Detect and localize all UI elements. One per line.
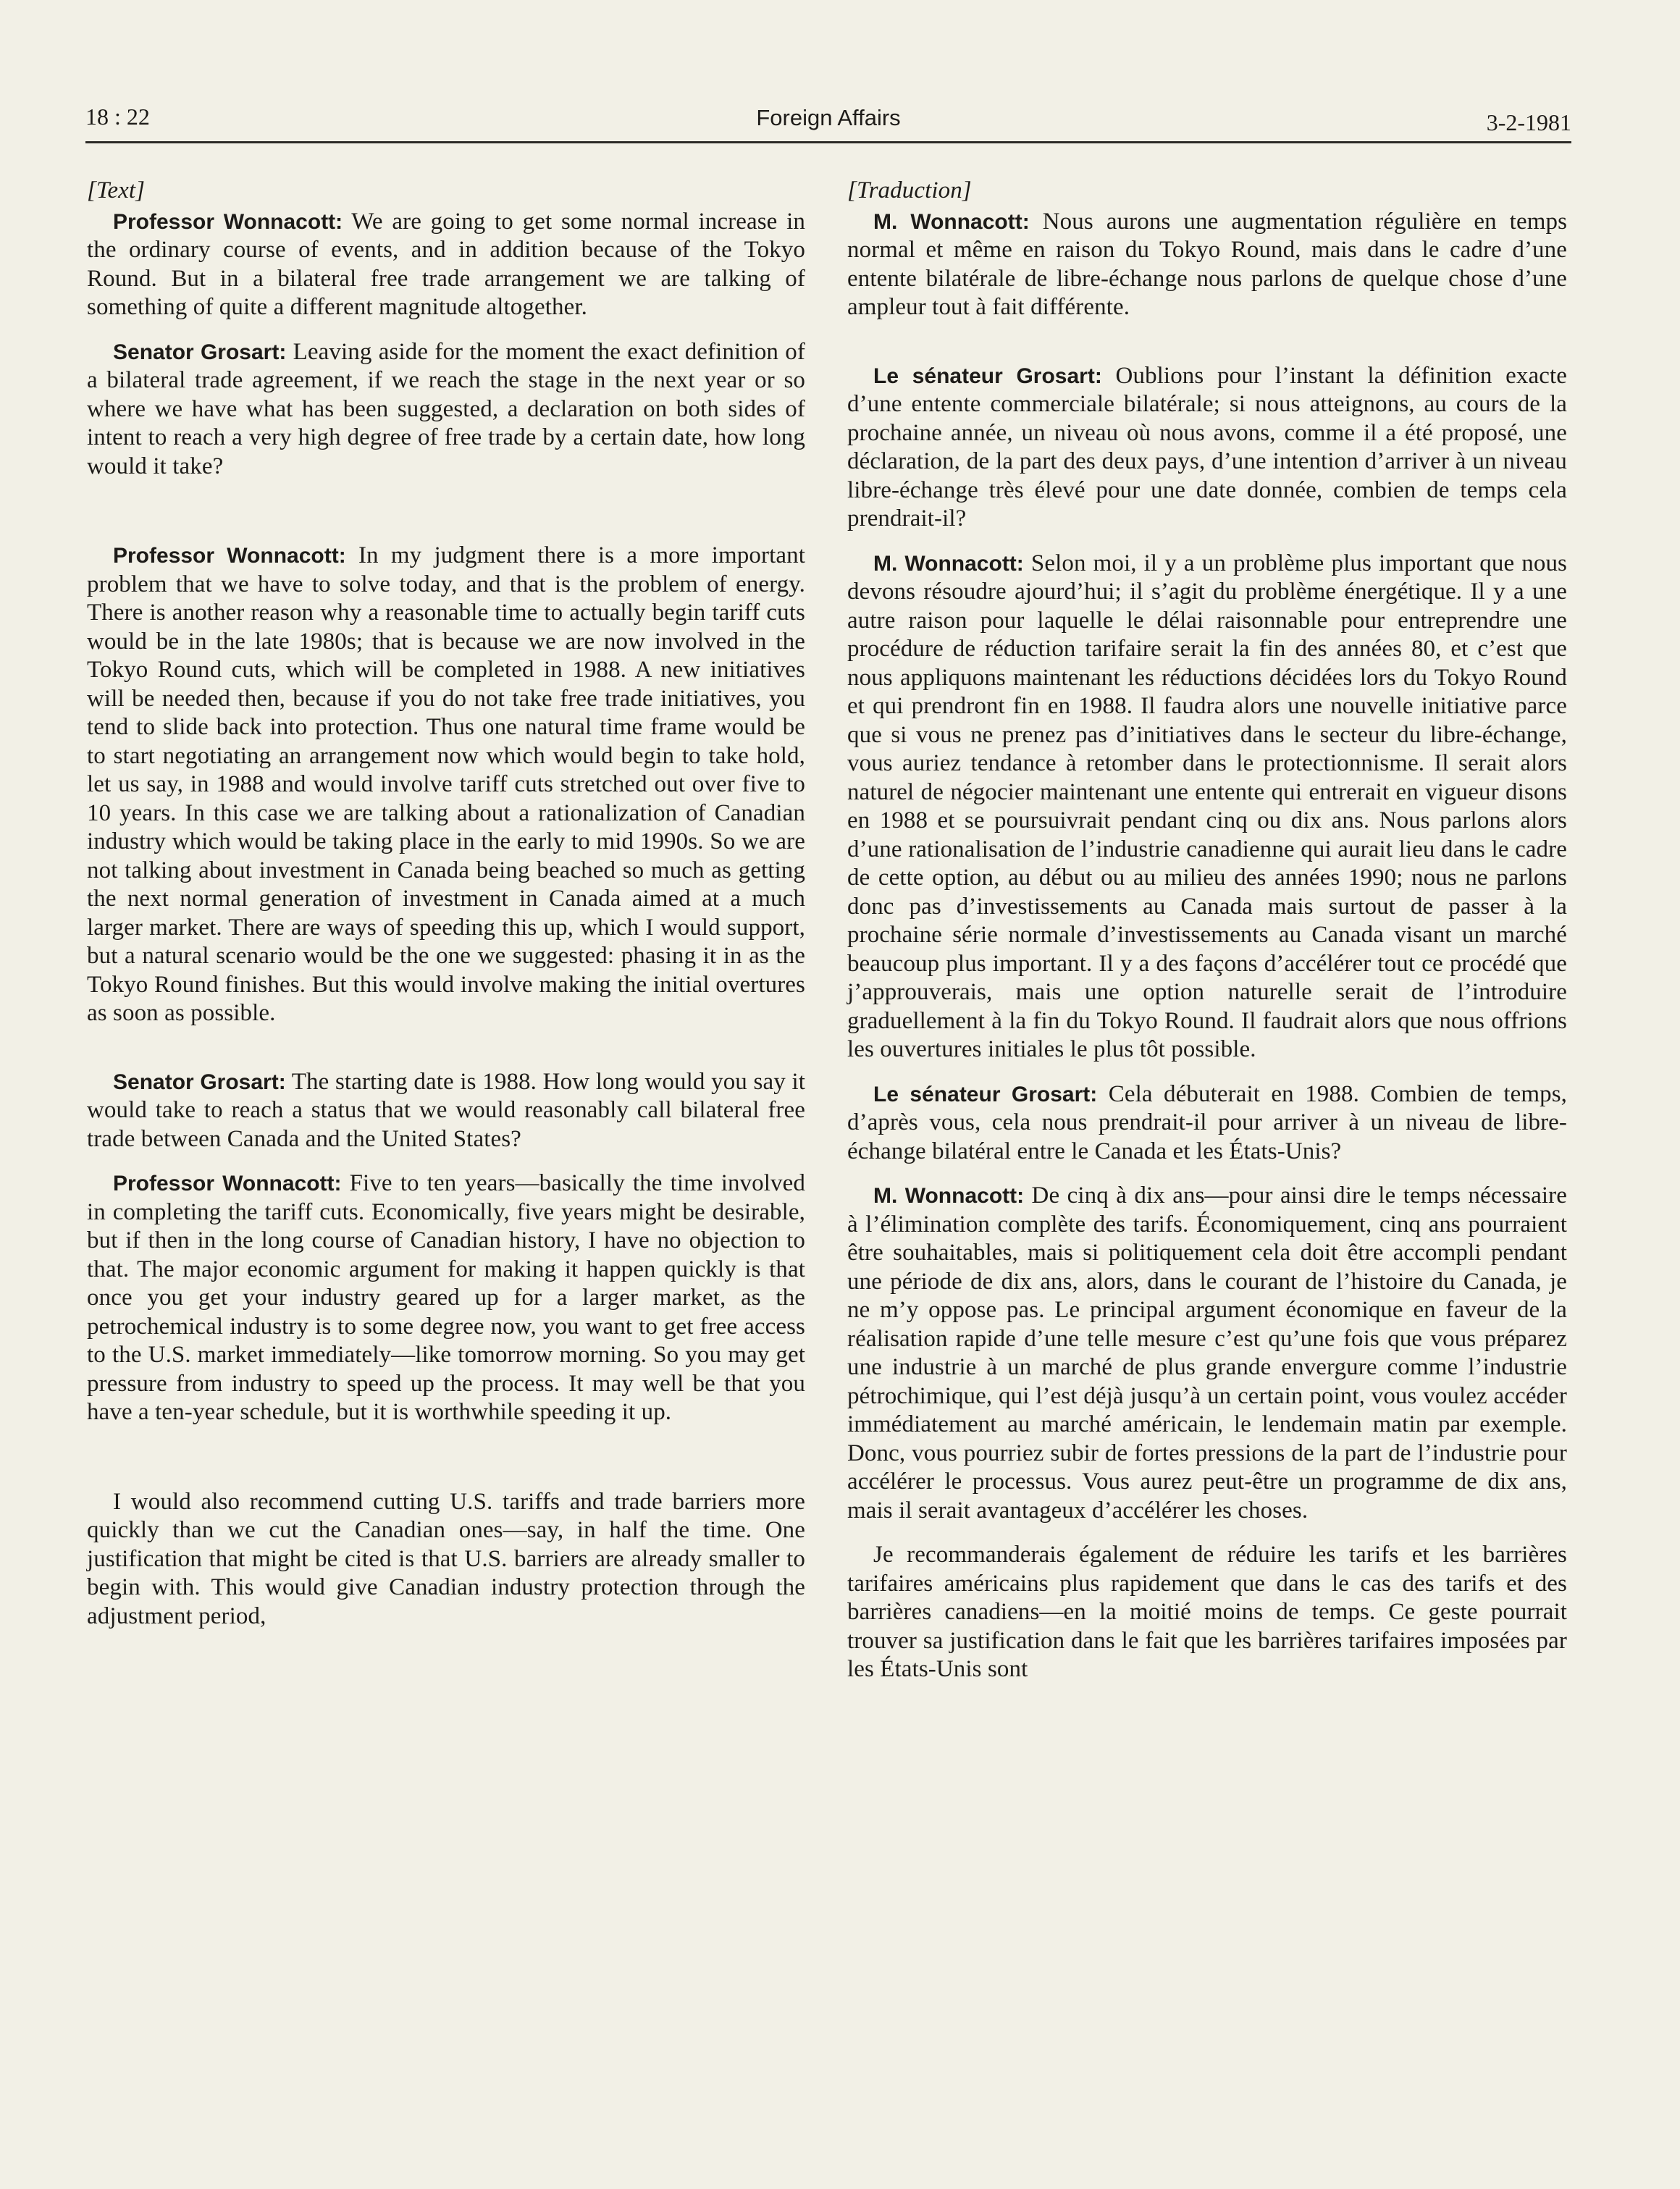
speaker-name: M. Wonnacott: bbox=[873, 551, 1024, 576]
speech-text: Five to ten years—basically the time involved in completing the tariff cuts. Economically, five years might be desirable, but if then in the long course of Canadian history, I have no objection to that. The major economic argument for making it happen quickly is that once you get your industry geared up for a larger market, as the petrochemical industry is to some degree now, you want to get free access to the U.S. market immediately—like tomorrow morning. So you may get pressure from industry to speed up the process. It may well be that you have a ten-year schedule, but it is worthwhile speeding it up. bbox=[87, 1170, 805, 1425]
english-speech-4 bbox=[87, 1068, 805, 1154]
speaker-name: Senator Grosart: bbox=[113, 1070, 286, 1094]
speech-text: Oublions pour l’instant la définition exacte d’une entente commerciale bilatérale; si nous atteignons, au cours de la prochaine année, un niveau où nous avons, comme il a été proposé, une déclaration, de la part des deux pays, d’une intention d’arriver à un niveau libre-échange très élevé pour une date donnée, combien de temps cela prendrait-il? bbox=[847, 362, 1568, 532]
speaker-name: Professor Wonnacott: bbox=[113, 1172, 342, 1196]
french-speech-3 bbox=[847, 550, 1567, 1064]
english-column bbox=[87, 177, 805, 1631]
page-header bbox=[85, 98, 1571, 143]
english-speech-6 bbox=[87, 1488, 805, 1631]
english-speech-2 bbox=[87, 338, 805, 482]
page-date: 3-2-1981 bbox=[1486, 109, 1571, 135]
speech-text: De cinq à dix ans—pour ainsi dire le temps nécessaire à l’élimination complète des tarifs. Économiquement, cinq ans pourraient être souhaitables, mais si politiquement cela doit être accompli pendant une période de dix ans, alors, dans le courant de l’histoire du Canada, je ne m’y oppose pas. Le principal argument économique en faveur de la réalisation rapide d’une telle mesure c’est qu’une fois que vous préparez une industrie à un marché de plus grande envergure comme l’industrie pétrochimique, qui l’est déjà jusqu’à un certain point, vous voulez accéder immédiatement au marché américain, le lendemain matin par exemple. Donc, vous pourriez subir de fortes pressions de la part de l’industrie pour accélérer le processus. Vous aurez peut-être un programme de dix ans, mais il serait avantageux d’accélérer les choses. bbox=[847, 1182, 1567, 1524]
speech-text: In my judgment there is a more important problem that we have to solve today, and that is the problem of energy. There is another reason why a reasonable time to actually begin tariff cuts would be in the late 1980s; that is because we are now involved in the Tokyo Round cuts, which will be completed in 1988. A new initiatives will be needed then, because if you do not take free trade initiatives, you tend to slide back into protection. Thus one natural time frame would be to start negotiating an arrangement now which would begin to take hold, let us say, in 1988 and would involve tariff cuts stretched out over five to 10 years. In this case we are talking about a rationalization of Canadian industry which would be taking place in the early to mid 1990s. So we are not talking about investment in Canada being beached so much as getting the next normal generation of investment in Canada aimed at a much larger market. There are ways of speeding this up, which I would support, but a natural scenario would be the one we suggested: phasing it in as the Tokyo Round finishes. But this would involve making the initial overtures as soon as possible. bbox=[87, 542, 805, 1026]
speaker-name: Professor Wonnacott: bbox=[113, 544, 346, 568]
speech-text: Leaving aside for the moment the exact definition of a bilateral trade agreement, if we reach the stage in the next year or so where we have what has been suggested, a declaration on both sides of intent to reach a very high degree of free trade by a certain date, how long would it take? bbox=[87, 338, 805, 479]
speaker-name: M. Wonnacott: bbox=[873, 209, 1030, 234]
speech-text: We are going to get some normal increase in the ordinary course of events, and in addition because of the Tokyo Round. But in a bilateral free trade arrangement we are talking of something of quite a different magnitude altogether. bbox=[87, 208, 805, 320]
french-speech-6 bbox=[847, 1541, 1567, 1684]
french-column bbox=[847, 177, 1567, 1684]
speaker-name: Le sénateur Grosart: bbox=[873, 364, 1102, 388]
french-speech-4 bbox=[847, 1080, 1567, 1167]
speaker-name: Professor Wonnacott: bbox=[113, 209, 343, 234]
speech-text: The starting date is 1988. How long would you say it would take to reach a status that we would reasonably call bilateral free trade between Canada and the United States? bbox=[87, 1068, 805, 1152]
french-speech-1 bbox=[847, 208, 1567, 322]
speaker-name: M. Wonnacott: bbox=[873, 1184, 1025, 1208]
speaker-name: Le sénateur Grosart: bbox=[873, 1082, 1098, 1106]
english-speech-3 bbox=[87, 542, 805, 1028]
french-speech-2 bbox=[847, 362, 1567, 534]
speech-text: Je recommanderais également de réduire les tarifs et les barrières tarifaires américains plus rapidement que dans le cas des tarifs et des barrières canadiens—en la moitié moins de temps. Ce geste pourrait trouver sa justification dans le fait que les barrières tarifaires imposées par les États-Unis sont bbox=[847, 1542, 1567, 1682]
english-section-label: [Text] bbox=[87, 177, 146, 203]
page-number: 18 : 22 bbox=[85, 104, 150, 130]
speech-text: Cela débuterait en 1988. Combien de temps, d’après vous, cela nous prendrait-il pour arriver à un niveau de libre-échange bilatéral entre le Canada et les États-Unis? bbox=[847, 1080, 1567, 1164]
speech-text: Selon moi, il y a un problème plus important que nous devons résoudre ajourd’hui; il s’agit du problème énergétique. Il y a une autre raison pour laquelle le délai raisonnable pour entreprendre une procédure de réduction tarifaire serait la fin des années 80, et c’est que nous appliquons maintenant les réductions décidées lors du Tokyo Round et qui prendront fin en 1988. Il faudra alors une nouvelle initiative parce que si vous ne prenez pas d’initiatives dans le secteur du libre-échange, vous auriez tendance à retomber dans le protectionnisme. Il serait alors naturel de négocier maintenant une entente qui entrerait en vigueur disons en 1988 et se poursuivrait pendant cinq ou dix ans. Nous parlons alors d’une rationalisation de l’industrie canadienne qui aurait lieu dans le cadre de cette option, au début ou au milieu des années 1990; nous ne parlons donc pas d’investissements au Canada mais surtout de passer à la prochaine série normale d’investissements au Canada visant un marché beaucoup plus important. Il y a des façons d’accélérer tout ce procédé que j’approuverais, mais une option naturelle serait de l’introduire graduellement à la fin du Tokyo Round. Il faudrait alors que nous offrions les ouvertures initiales le plus tôt possible. bbox=[847, 550, 1567, 1062]
speech-text: Nous aurons une augmentation régulière en temps normal et même en raison du Tokyo Round, mais dans le cadre d’une entente bilatérale de libre-échange nous parlons de quelque chose d’une ampleur tout à fait différente. bbox=[847, 208, 1568, 320]
english-speech-1 bbox=[87, 208, 805, 322]
speech-text: I would also recommend cutting U.S. tariffs and trade barriers more quickly than we cut the Canadian ones—say, in half the time. One justification that might be cited is that U.S. barriers are already smaller to begin with. This would give Canadian industry protection through the adjustment period, bbox=[87, 1488, 805, 1629]
french-section-label: [Traduction] bbox=[847, 177, 972, 203]
english-speech-5 bbox=[87, 1169, 805, 1427]
page-title: Foreign Affairs bbox=[756, 105, 901, 130]
french-speech-5 bbox=[847, 1182, 1567, 1525]
speaker-name: Senator Grosart: bbox=[113, 340, 287, 364]
